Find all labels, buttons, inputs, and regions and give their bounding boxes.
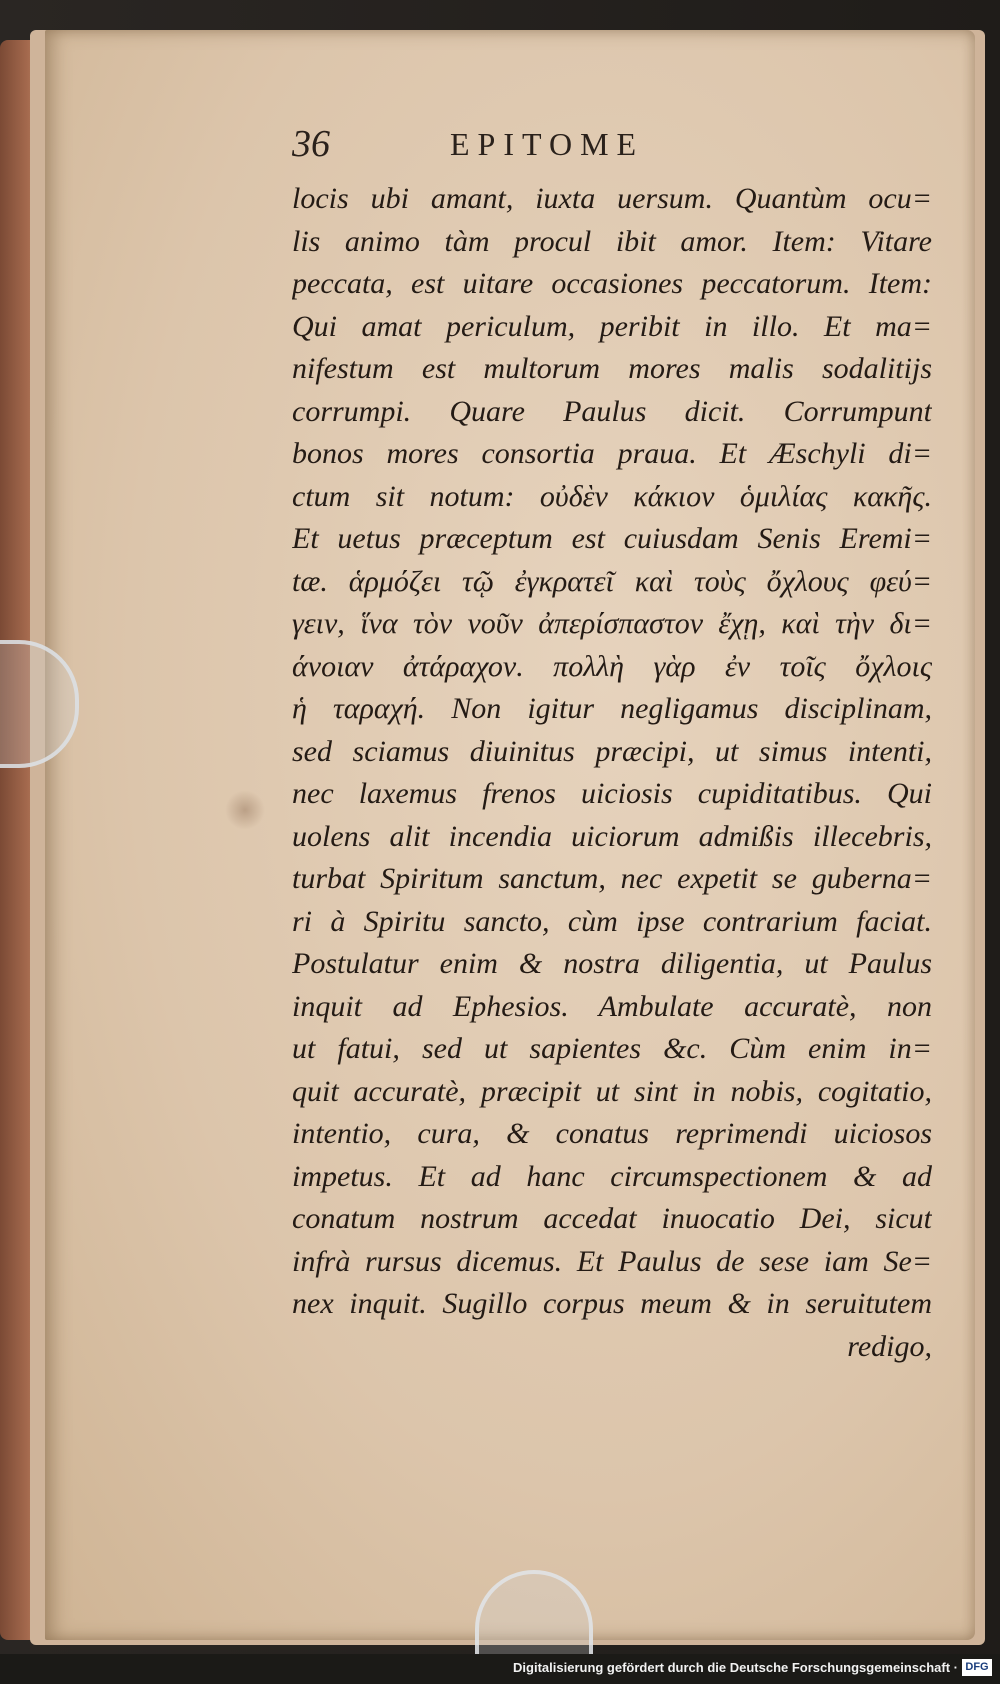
- text-line: Et uetus præceptum est cuiusdam Senis Eremi=: [292, 522, 932, 555]
- text-line: redigo,: [847, 1329, 932, 1363]
- funding-credit: Digitalisierung gefördert durch die Deutsche Forschungsgemeinschaft ·: [513, 1660, 958, 1675]
- text-line: uolens alit incendia uiciorum admißis illecebris,: [292, 819, 932, 853]
- paper-stain: [225, 790, 265, 830]
- text-line: inquit ad Ephesios. Ambulate accuratè, non: [292, 989, 932, 1023]
- footer-bar: [0, 1654, 1000, 1684]
- text-line: nifestum est multorum mores malis sodalitijs: [292, 352, 932, 385]
- text-line: lis animo tàm procul ibit amor. Item: Vitare: [292, 224, 932, 258]
- page-number: 36: [292, 123, 330, 165]
- text-line: conatum nostrum accedat inuocatio Dei, sicut: [292, 1202, 932, 1235]
- body-text: [292, 178, 932, 1368]
- text-line: sed sciamus diuinitus præcipi, ut simus intenti,: [292, 734, 932, 768]
- text-line: quit accuratè, præcipit ut sint in nobis, cogitatio,: [292, 1074, 932, 1108]
- text-line: nec laxemus frenos uiciosis cupiditatibus. Qui: [292, 777, 932, 810]
- text-line: nex inquit. Sugillo corpus meum & in seruitutem: [292, 1287, 932, 1320]
- text-line: ἡ ταραχή. Non igitur negligamus disciplinam,: [292, 692, 932, 725]
- text-line: turbat Spiritum sanctum, nec expetit se guberna=: [292, 862, 932, 895]
- text-line: άνοιαν ἀτάραχον. πολλὴ γὰρ ἐν τοῖς ὄχλοις: [292, 649, 932, 683]
- text-line: Qui amat periculum, peribit in illo. Et ma=: [292, 309, 932, 343]
- text-line: locis ubi amant, iuxta uersum. Quantùm ocu=: [292, 182, 932, 215]
- text-line: tæ. ἁρμόζει τῷ ἐγκρατεῖ καὶ τοὺς ὄχλους φεύ=: [292, 564, 932, 598]
- text-line: infrà rursus dicemus. Et Paulus de sese iam Se=: [292, 1244, 932, 1278]
- text-line: impetus. Et ad hanc circumspectionem & ad: [292, 1159, 932, 1193]
- text-line: intentio, cura, & conatus reprimendi uiciosos: [292, 1117, 932, 1150]
- page-header: [292, 122, 752, 172]
- text-line: peccata, est uitare occasiones peccatorum. Item:: [292, 267, 932, 300]
- text-line: γειν, ἵνα τὸν νοῦν ἀπερίσπαστον ἔχῃ, καὶ τὴν δι=: [292, 607, 932, 640]
- text-line: ctum sit notum: οὐδὲν κάκιον ὁμιλίας κακῆς.: [292, 479, 932, 513]
- text-line: ut fatui, sed ut sapientes &c. Cùm enim in=: [292, 1032, 932, 1065]
- text-line: corrumpi. Quare Paulus dicit. Corrumpunt: [292, 394, 932, 428]
- text-line: bonos mores consortia praua. Et Æschyli di=: [292, 437, 932, 470]
- text-line: ri à Spiritu sancto, cùm ipse contrarium faciat.: [292, 904, 932, 938]
- dfg-logo-icon: DFG: [962, 1659, 992, 1676]
- text-line: Postulatur enim & nostra diligentia, ut Paulus: [292, 947, 932, 980]
- running-title: EPITOME: [450, 126, 645, 162]
